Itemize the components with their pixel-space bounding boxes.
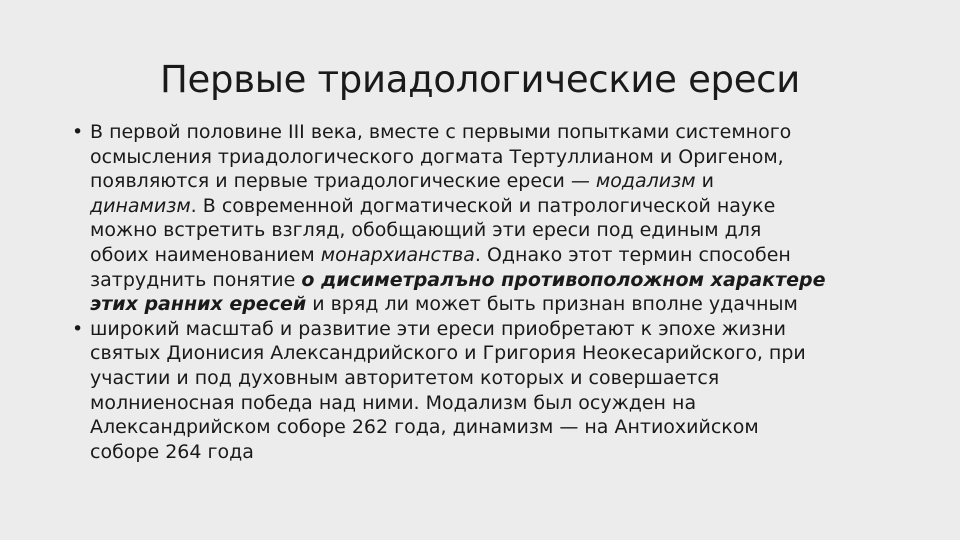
bullet-dot-icon: • [72, 121, 84, 143]
bullet-text [90, 317, 892, 465]
text-run: соборе 264 года [90, 440, 254, 463]
text-run: можно встретить взгляд, обобщающий эти ереси под единым для [90, 219, 762, 242]
text-line [90, 145, 892, 170]
text-run: . Однако этот термин способен [474, 243, 791, 266]
text-run: . В современной догматической и патрологической науке [190, 194, 776, 217]
text-line [90, 194, 892, 219]
text-line [90, 440, 892, 465]
text-line [90, 341, 892, 366]
text-line [90, 218, 892, 243]
italic-term: модализм [595, 170, 696, 193]
italic-term: динамизм [90, 194, 191, 217]
text-line [90, 268, 892, 293]
emphasis-term: этих ранних ересей [90, 293, 307, 316]
bullet-item [72, 317, 892, 465]
text-run: широкий масштаб и развитие эти ереси приобретают к эпохе жизни [90, 317, 786, 340]
text-run: осмысления триадологического догмата Тертуллианом и Оригеном, [90, 145, 784, 168]
text-run: В первой половине III века, вместе с первыми попытками системного [90, 121, 792, 143]
text-run: святых Дионисия Александрийского и Григория Неокесарийского, при [90, 342, 806, 365]
text-run: обоих наименованием [90, 243, 321, 266]
text-run: затруднить понятие [90, 268, 302, 291]
slide-title: Первые триадологические ереси [160, 58, 800, 101]
bullet-dot-icon: • [72, 317, 84, 340]
text-run: молниеносная победа над ними. Модализм был осужден на [90, 391, 697, 414]
text-line [90, 317, 892, 342]
text-line [90, 391, 892, 416]
slide-body [72, 120, 892, 464]
text-run: и вряд ли может быть признан вполне удачным [306, 293, 798, 316]
bullet-item [72, 120, 892, 317]
text-run: участии и под духовным авторитетом которых и совершается [90, 366, 720, 389]
text-run: появляются и первые триадологические ереси — [90, 170, 596, 193]
bullet-text [90, 120, 892, 317]
text-line [90, 243, 892, 268]
text-run: и [695, 170, 714, 193]
text-line [90, 292, 892, 317]
italic-term: монархианства [320, 243, 475, 266]
emphasis-term: о дисиметралъно противоположном характере [301, 268, 826, 291]
text-line [90, 366, 892, 391]
text-line [90, 415, 892, 440]
text-run: Александрийском соборе 262 года, динамизм — на Антиохийском [90, 416, 759, 439]
text-line [90, 120, 892, 145]
text-line [90, 169, 892, 194]
